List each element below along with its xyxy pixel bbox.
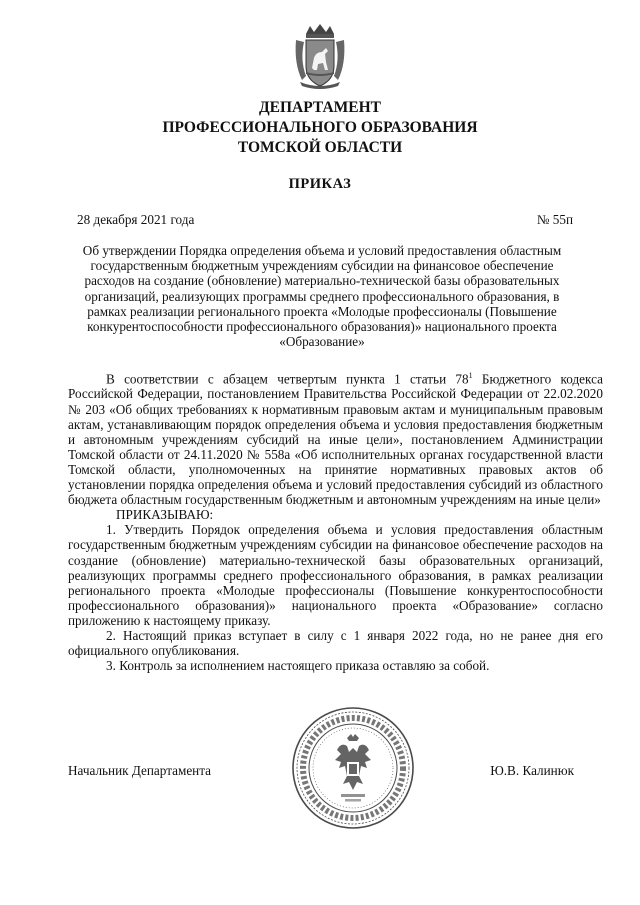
official-seal-icon (291, 706, 415, 830)
decree-word: ПРИКАЗЫВАЮ: (116, 507, 214, 523)
coat-of-arms-icon (292, 24, 348, 90)
department-name (0, 98, 640, 158)
order-body (68, 368, 603, 673)
dept-line-3: ТОМСКОЙ ОБЛАСТИ (237, 139, 403, 156)
signatory-name: Ю.В. Калинюк (490, 763, 574, 778)
order-item-3: 3. Контроль за исполнением настоящего приказа оставляю за собой. (106, 658, 490, 674)
order-title: ПРИКАЗ (288, 176, 352, 192)
article-superscript: 1 (468, 371, 473, 380)
signatory-role: Начальник Департамента (68, 763, 212, 778)
dept-line-1: ДЕПАРТАМЕНТ (258, 99, 382, 116)
preamble-rest: Бюджетного кодекса Российской Федерации, постановлением Правительства Российской Федерации от 22.02.2020 № 203 «Об общих требованиях к нормативным правовым актам и муниципальным правовым актам, устанавливающим порядок определения объема и условия предоставления бюджетным и автономным учреждениям субсидий на иные цели», постановлением Администрации Томской области от 24.11.2020 № 558а «Об исполнительных органах государственной власти Томской области, уполномоченных на принятие нормативных правовых актов об установлении порядка определения объема и условий предоставления субсидий из областного бюджета областным государственным бюджетным и автономным учреждениям на иные цели» (68, 371, 603, 508)
order-date: 28 декабря 2021 года (77, 212, 195, 227)
order-item-2: 2. Настоящий приказ вступает в силу с 1 января 2022 года, но не ранее дня его официального опубликования. (68, 627, 603, 659)
order-number: № 55п (536, 212, 573, 227)
dept-line-2: ПРОФЕССИОНАЛЬНОГО ОБРАЗОВАНИЯ (162, 119, 478, 136)
preamble-start: В соответствии с абзацем четвертым пункта 1 статьи 78 (106, 371, 469, 387)
order-subject: Об утверждении Порядка определения объема и условий предоставления областным государственным бюджетным учреждениям субсидии на финансовое обеспечение расходов на создание (обновление) материально-технической базы образовательных организаций, реализующих программы среднего профессионального образования, в рамках реализации регионального проекта «Молодые профессионалы (Повышение конкурентоспособности профессионального образования)» национального проекта «Образование» (82, 243, 562, 350)
preamble-paragraph (68, 368, 603, 507)
order-item-1: 1. Утвердить Порядок определения объема и условия предоставления областным государственным бюджетным учреждениям субсидии на финансовое обеспечение расходов на создание (обновление) материально-технической базы образовательных организаций, реализующих программы среднего профессионального образования, в рамках реализации регионального проекта «Молодые профессионалы (Повышение конкурентоспособности профессионального образования)» национального проекта «Образование» согласно приложению к настоящему приказу. (68, 522, 603, 628)
